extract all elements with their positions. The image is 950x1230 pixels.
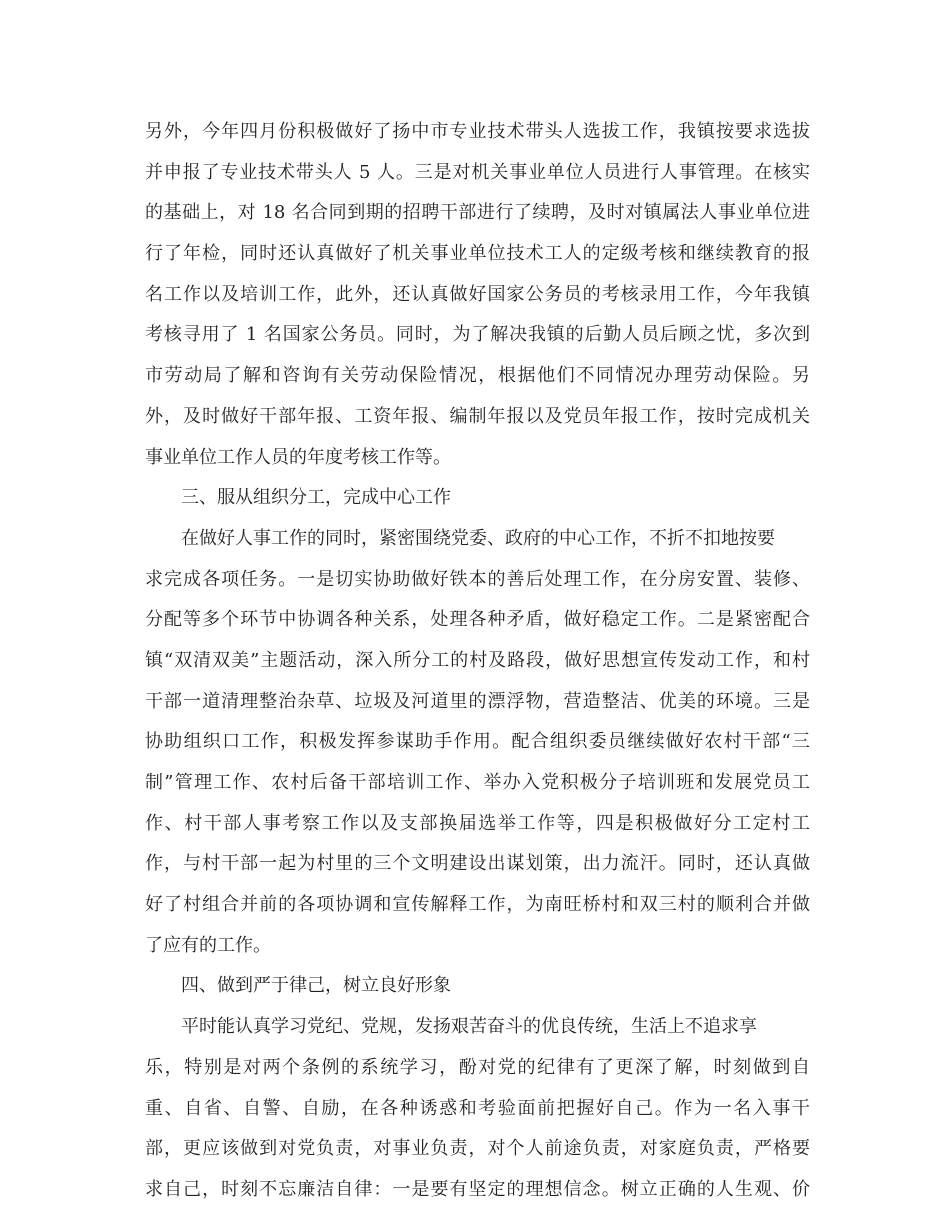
text-line: 外，及时做好干部年报、工资年报、编制年报以及党员年报工作，按时完成机关 [145, 405, 810, 427]
text-line: 好了村组合并前的各项协调和宣传解释工作，为南旺桥村和双三村的顺利合并做 [145, 894, 810, 916]
text-line: 分配等多个环节中协调各种关系，处理各种矛盾，做好稳定工作。二是紧密配合 [145, 609, 810, 631]
text-line: 干部一道清理整治杂草、垃圾及河道里的漂浮物，营造整洁、优美的环境。三是 [145, 690, 810, 712]
text-line: 作、村干部人事考察工作以及支部换届选举工作等，四是积极做好分工定村工 [145, 812, 810, 834]
section-heading: 三、服从组织分工，完成中心工作 [181, 487, 451, 509]
text-line: 并申报了专业技术带头人 5 人。三是对机关事业单位人员进行人事管理。在核实 [145, 161, 810, 183]
text-line: 名工作以及培训工作，此外，还认真做好国家公务员的考核录用工作，今年我镇 [145, 283, 810, 305]
body-text [145, 112, 810, 1211]
text-line: 了应有的工作。 [145, 934, 271, 956]
text-line: 在做好人事工作的同时，紧密围绕党委、政府的中心工作，不折不扣地按要 [181, 527, 775, 549]
text-line: 乐，特别是对两个条例的系统学习，酚对党的纪律有了更深了解，时刻做到自 [145, 1056, 810, 1078]
section-heading: 四、做到严于律己，树立良好形象 [181, 975, 451, 997]
text-line: 协助组织口工作，积极发挥参谋助手作用。配合组织委员继续做好农村干部“三 [145, 731, 810, 753]
text-line: 行了年检，同时还认真做好了机关事业单位技术工人的定级考核和继续教育的报 [145, 243, 810, 265]
text-line: 另外，今年四月份积极做好了扬中市专业技术带头人选拔工作，我镇按要求选拔 [145, 121, 810, 142]
text-line: 作，与村干部一起为村里的三个文明建设出谋划策，出力流汗。同时，还认真做 [145, 853, 810, 875]
text-line: 制”管理工作、农村后备干部培训工作、举办入党积极分子培训班和发展党员工 [145, 772, 810, 793]
text-line: 求自己，时刻不忘廉洁自律：一是要有坚定的理想信念。树立正确的人生观、价 [145, 1178, 810, 1200]
text-line: 求完成各项任务。一是切实协助做好铁本的善后处理工作，在分房安置、装修、 [145, 568, 810, 590]
text-line: 市劳动局了解和咨询有关劳动保险情况，根据他们不同情况办理劳动保险。另 [145, 365, 810, 387]
text-line: 的基础上，对 18 名合同到期的招聘干部进行了续聘，及时对镇属法人事业单位进 [145, 202, 810, 224]
text-line: 考核寻用了 1 名国家公务员。同时，为了解决我镇的后勤人员后顾之忧，多次到 [145, 324, 810, 346]
text-line: 重、自省、自警、自励，在各种诱惑和考验面前把握好自己。作为一名入事干 [145, 1097, 810, 1119]
text-line: 部，更应该做到对党负责，对事业负责，对个人前途负责，对家庭负责，严格要 [145, 1138, 810, 1160]
text-line: 平时能认真学习党纪、党规，发扬艰苦奋斗的优良传统，生活上不追求享 [181, 1016, 757, 1038]
text-line: 事业单位工作人员的年度考核工作等。 [145, 446, 451, 468]
text-line: 镇“双清双美”主题活动，深入所分工的村及路段，做好思想宣传发动工作，和村 [145, 649, 810, 671]
